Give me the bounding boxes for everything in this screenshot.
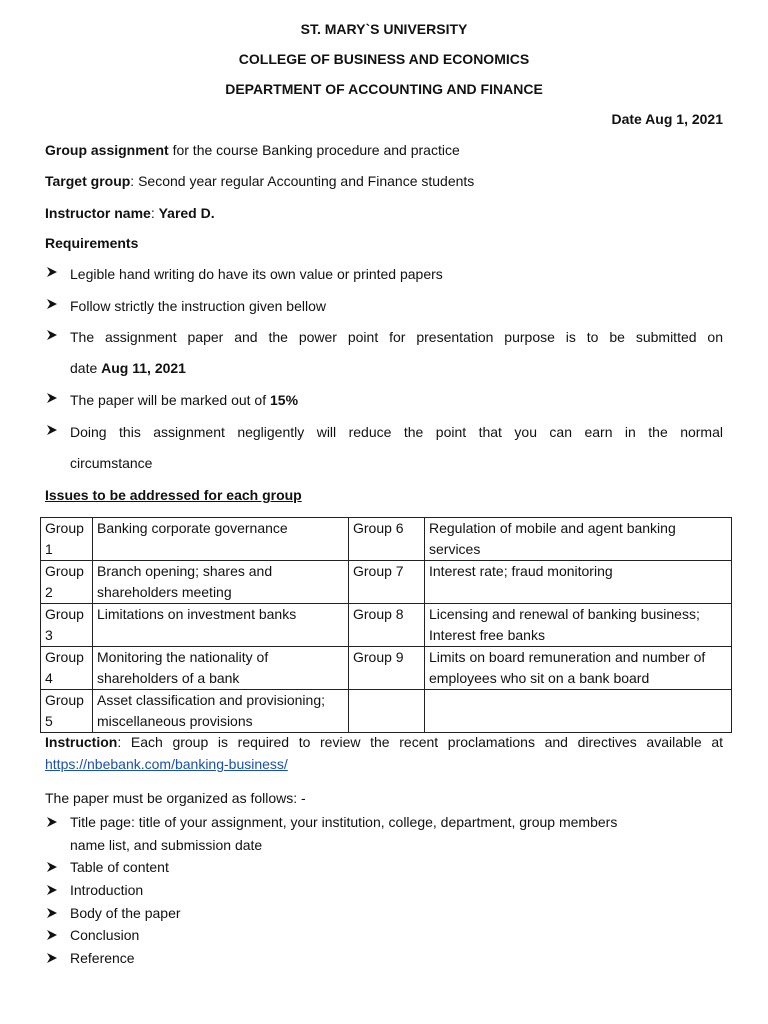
group-topic: Regulation of mobile and agent banking services	[425, 518, 732, 561]
organization-item: Reference	[70, 947, 723, 970]
issues-title: Issues to be addressed for each group	[45, 487, 302, 503]
organization-item: Conclusion	[70, 924, 723, 947]
college-title: COLLEGE OF BUSINESS AND ECONOMICS	[238, 51, 530, 67]
arrow-bullet-icon	[45, 951, 59, 965]
table-row	[41, 690, 732, 733]
empty-cell	[349, 690, 425, 733]
instructor-label: Instructor name	[45, 205, 151, 221]
requirement-item: Doing this assignment negligently will reduce the point that you can earn in the normal circumstance	[70, 423, 723, 472]
group-label: Group 5	[41, 690, 93, 733]
assignment-label: Group assignment	[45, 142, 169, 158]
group-label: Group 6	[349, 518, 425, 561]
requirement-item: The paper will be marked out of 15%	[70, 391, 723, 409]
arrow-bullet-icon	[45, 423, 59, 437]
instruction-line	[45, 733, 723, 751]
arrow-bullet-icon	[45, 265, 59, 279]
arrow-bullet-icon	[45, 328, 59, 342]
department-title: DEPARTMENT OF ACCOUNTING AND FINANCE	[225, 81, 543, 97]
university-title: ST. MARY`S UNIVERSITY	[300, 21, 468, 37]
instructor-line	[45, 204, 723, 222]
empty-cell	[425, 690, 732, 733]
organization-item: Body of the paper	[70, 902, 723, 925]
table-row	[41, 604, 732, 647]
date-line: Date Aug 1, 2021	[611, 111, 723, 127]
arrow-bullet-icon	[45, 906, 59, 920]
group-topic: Limits on board remuneration and number of employees who sit on a bank board	[425, 647, 732, 690]
table-row	[41, 518, 732, 561]
group-topic: Monitoring the nationality of shareholders of a bank	[93, 647, 349, 690]
group-label: Group 3	[41, 604, 93, 647]
target-text: : Second year regular Accounting and Finance students	[130, 173, 475, 189]
table-row	[41, 647, 732, 690]
organization-item: Introduction	[70, 879, 723, 902]
instructor-sep: :	[150, 205, 159, 221]
target-label: Target group	[45, 173, 131, 189]
arrow-bullet-icon	[45, 815, 59, 829]
requirement-item: Follow strictly the instruction given bellow	[70, 297, 723, 315]
instructor-name: Yared D.	[158, 205, 215, 221]
organization-item: Title page: title of your assignment, your institution, college, department, group members name list, and submission date	[70, 811, 723, 856]
group-topic: Interest rate; fraud monitoring	[425, 561, 732, 604]
submission-date: Aug 11, 2021	[101, 360, 186, 377]
group-topic: Asset classification and provisioning; miscellaneous provisions	[93, 690, 349, 733]
arrow-bullet-icon	[45, 928, 59, 942]
requirement-item: The assignment paper and the power point for presentation purpose is to be submitted on date Aug 11, 2021	[70, 328, 723, 377]
group-topic: Banking corporate governance	[93, 518, 349, 561]
group-label: Group 9	[349, 647, 425, 690]
target-group-line	[45, 172, 723, 190]
arrow-bullet-icon	[45, 883, 59, 897]
assignment-line	[45, 141, 723, 159]
mark-weight: 15%	[270, 392, 299, 408]
instruction-link-line	[45, 755, 723, 773]
group-topic: Branch opening; shares and shareholders meeting	[93, 561, 349, 604]
group-topic: Limitations on investment banks	[93, 604, 349, 647]
requirements-title: Requirements	[45, 235, 139, 251]
group-label: Group 8	[349, 604, 425, 647]
arrow-bullet-icon	[45, 391, 59, 405]
nbe-link[interactable]: https://nbebank.com/banking-business/	[45, 756, 288, 772]
group-label: Group 4	[41, 647, 93, 690]
assignment-text: for the course Banking procedure and practice	[168, 142, 460, 158]
group-label: Group 2	[41, 561, 93, 604]
organization-intro: The paper must be organized as follows: -	[45, 790, 306, 806]
organization-item: Table of content	[70, 856, 723, 879]
instruction-text: : Each group is required to review the recent proclamations and directives available at	[117, 734, 723, 750]
arrow-bullet-icon	[45, 297, 59, 311]
instruction-label: Instruction	[45, 734, 118, 750]
table-row	[41, 561, 732, 604]
arrow-bullet-icon	[45, 860, 59, 874]
group-label: Group 1	[41, 518, 93, 561]
group-topic: Licensing and renewal of banking business; Interest free banks	[425, 604, 732, 647]
group-label: Group 7	[349, 561, 425, 604]
issues-table	[40, 517, 732, 733]
requirement-item: Legible hand writing do have its own value or printed papers	[70, 265, 723, 283]
